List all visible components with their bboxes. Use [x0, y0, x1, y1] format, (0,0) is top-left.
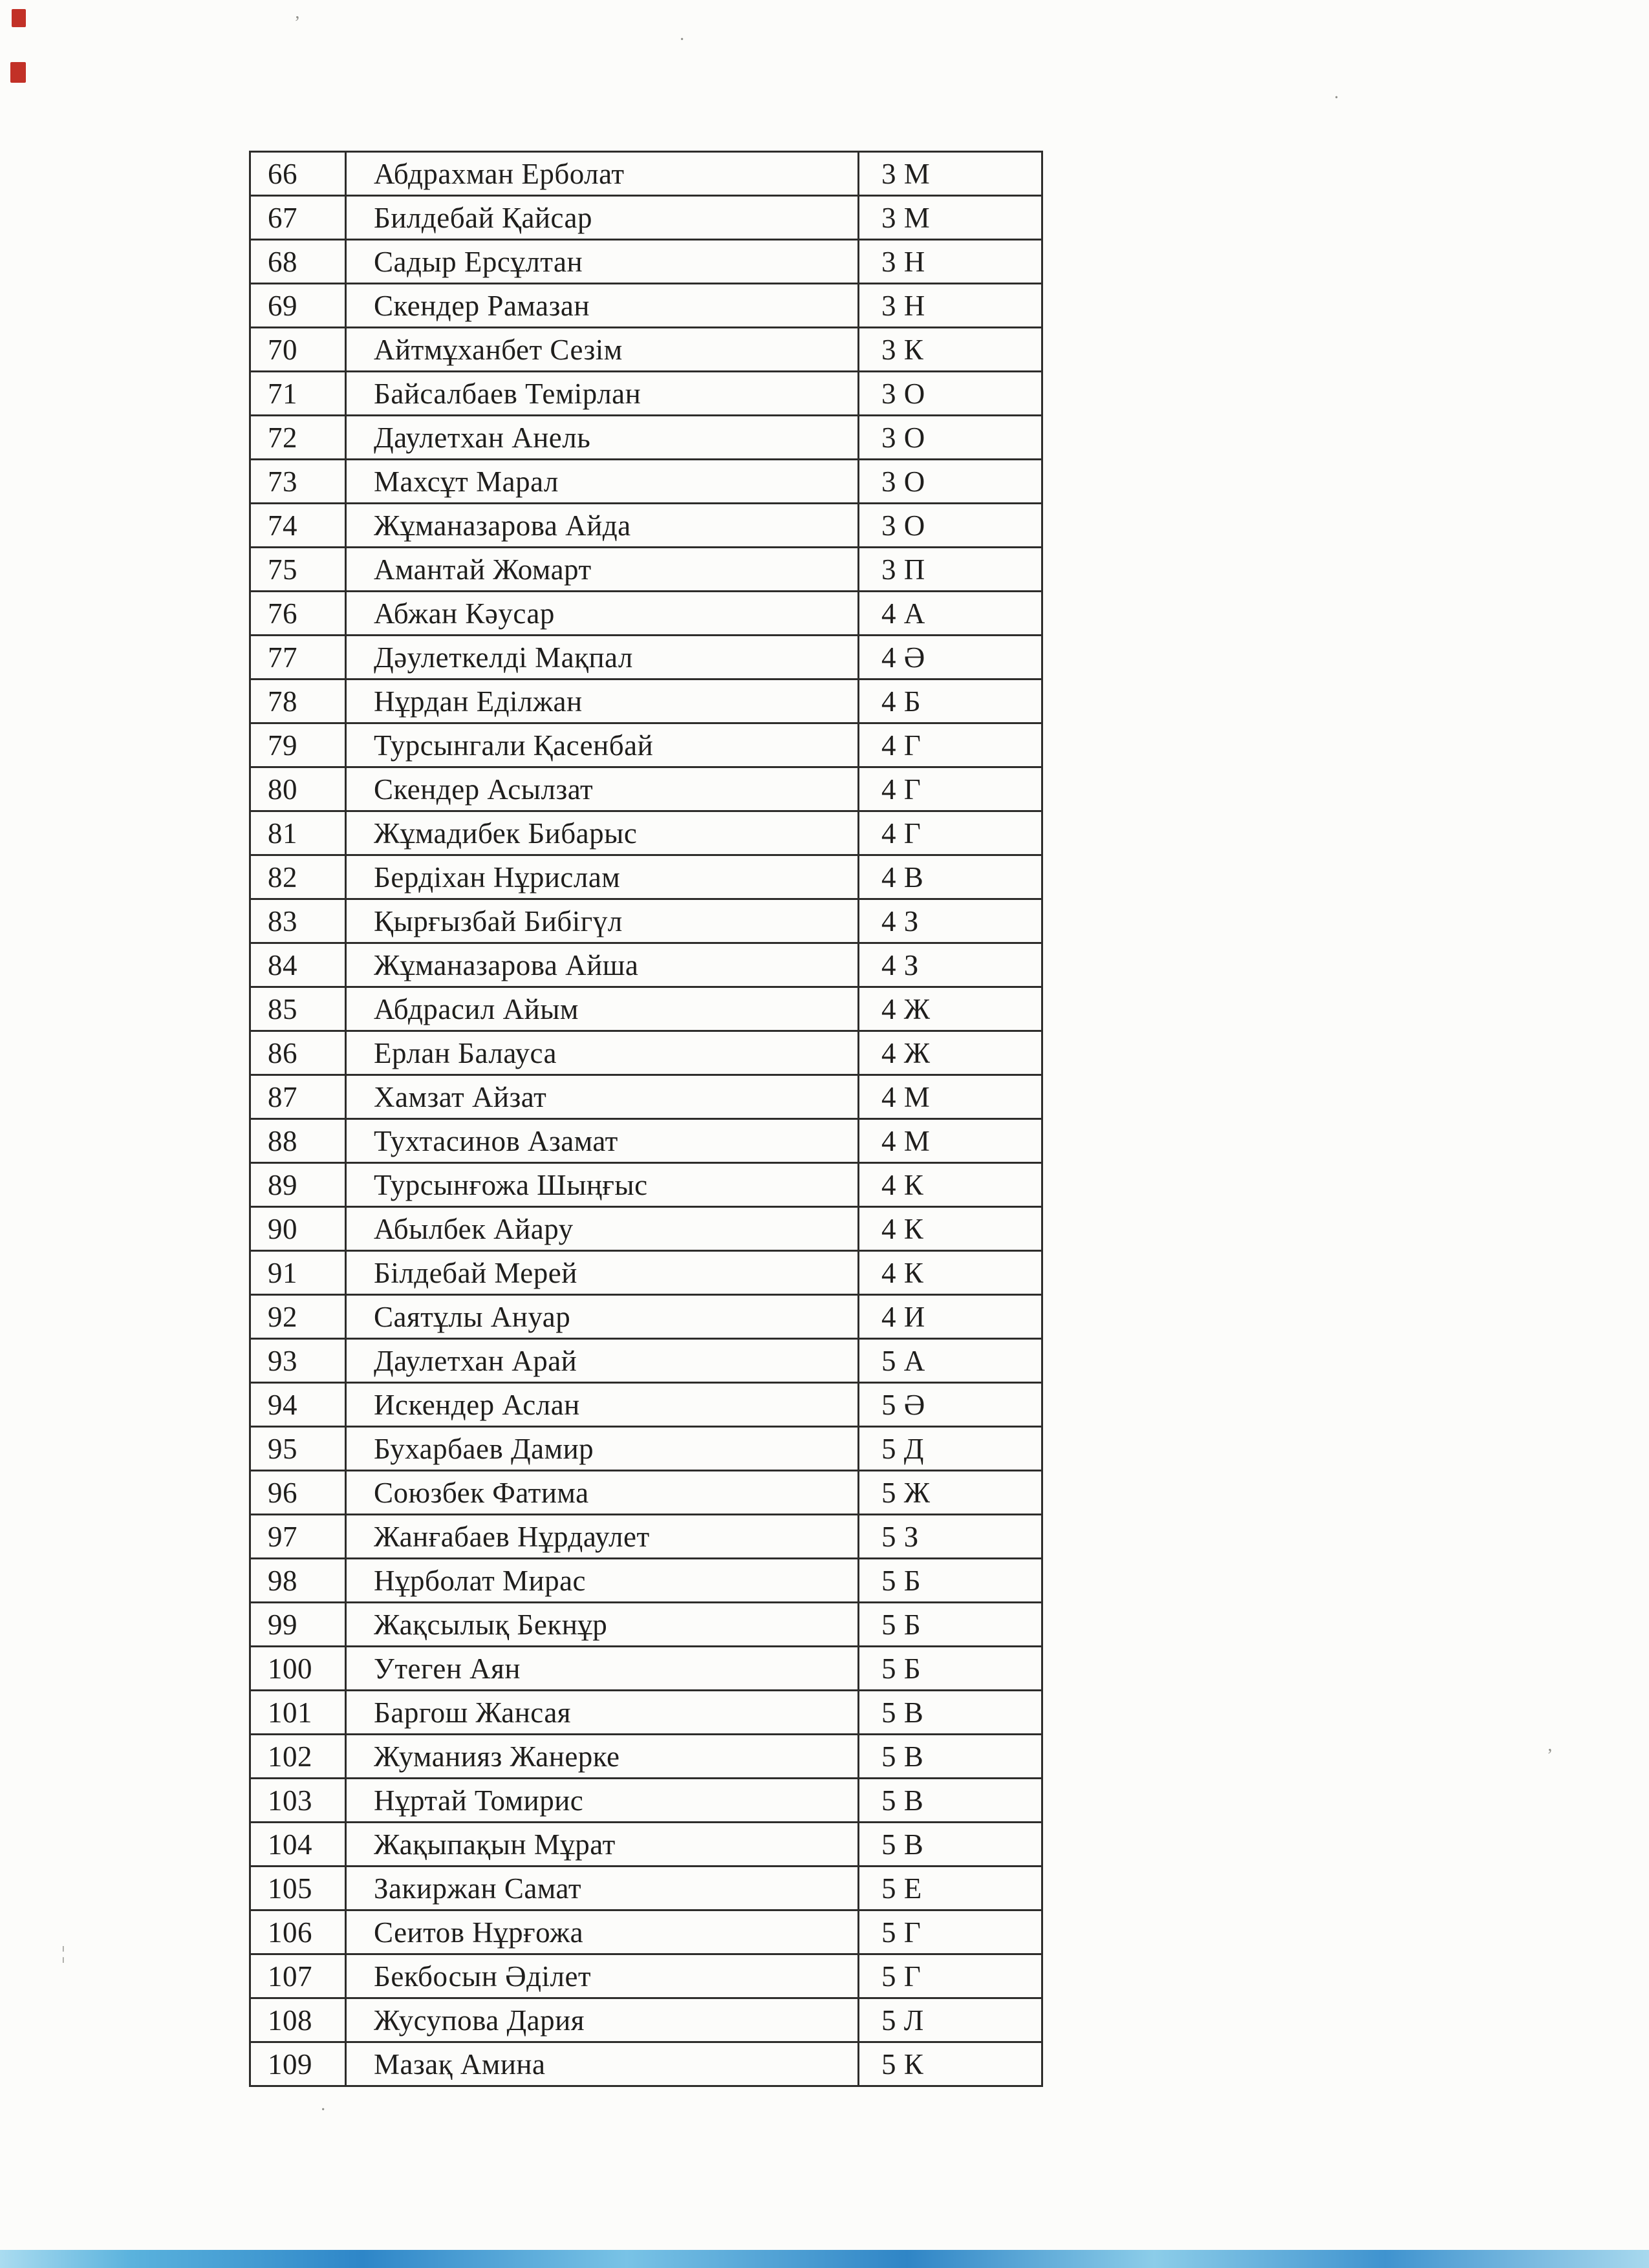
- table-row: [250, 1383, 1042, 1427]
- cell-name: Қырғызбай Бибігүл: [346, 899, 859, 943]
- cell-class: 4 Б: [859, 679, 1042, 723]
- cell-name: Саятұлы Ануар: [346, 1295, 859, 1339]
- table-row: [250, 1823, 1042, 1867]
- table-row: [250, 1603, 1042, 1647]
- cell-class: 3 Н: [859, 240, 1042, 284]
- cell-name: Амантай Жомарт: [346, 548, 859, 592]
- table-row: [250, 1031, 1042, 1075]
- cell-number: 67: [250, 196, 346, 240]
- cell-number: 83: [250, 899, 346, 943]
- cell-class: 5 В: [859, 1735, 1042, 1779]
- cell-class: 4 И: [859, 1295, 1042, 1339]
- table-row: [250, 1998, 1042, 2042]
- cell-number: 93: [250, 1339, 346, 1383]
- cell-number: 88: [250, 1119, 346, 1163]
- cell-name: Абдрасил Айым: [346, 987, 859, 1031]
- table-row: [250, 548, 1042, 592]
- scan-speck: ’: [294, 13, 301, 33]
- table-row: [250, 328, 1042, 372]
- cell-name: Даулетхан Арай: [346, 1339, 859, 1383]
- cell-number: 71: [250, 372, 346, 416]
- cell-number: 75: [250, 548, 346, 592]
- table-row: [250, 1163, 1042, 1207]
- table-row: [250, 1647, 1042, 1691]
- table-row: [250, 2042, 1042, 2086]
- cell-name: Турсынғожа Шыңғыс: [346, 1163, 859, 1207]
- cell-name: Мазақ Амина: [346, 2042, 859, 2086]
- cell-class: 5 Б: [859, 1647, 1042, 1691]
- cell-number: 85: [250, 987, 346, 1031]
- cell-number: 79: [250, 723, 346, 767]
- cell-number: 73: [250, 460, 346, 504]
- cell-class: 4 Ж: [859, 1031, 1042, 1075]
- table-row: [250, 1427, 1042, 1471]
- cell-class: 4 Г: [859, 767, 1042, 811]
- table-row: [250, 1779, 1042, 1823]
- cell-class: 5 Л: [859, 1998, 1042, 2042]
- cell-class: 4 Г: [859, 811, 1042, 855]
- table-row: [250, 196, 1042, 240]
- cell-name: Бекбосын Әділет: [346, 1954, 859, 1998]
- table-row: [250, 152, 1042, 196]
- cell-class: 5 В: [859, 1823, 1042, 1867]
- scan-speck: ·: [1333, 88, 1340, 108]
- cell-name: Нұрдан Еділжан: [346, 679, 859, 723]
- cell-number: 96: [250, 1471, 346, 1515]
- cell-number: 89: [250, 1163, 346, 1207]
- cell-class: 5 В: [859, 1691, 1042, 1735]
- cell-class: 5 Ә: [859, 1383, 1042, 1427]
- cell-number: 106: [250, 1910, 346, 1954]
- cell-name: Турсынгали Қасенбай: [346, 723, 859, 767]
- cell-name: Абылбек Айару: [346, 1207, 859, 1251]
- cell-class: 5 Е: [859, 1867, 1042, 1910]
- cell-number: 99: [250, 1603, 346, 1647]
- cell-class: 4 З: [859, 899, 1042, 943]
- table-row: [250, 1867, 1042, 1910]
- table-row: [250, 504, 1042, 548]
- table-row: [250, 1207, 1042, 1251]
- cell-class: 5 Г: [859, 1910, 1042, 1954]
- cell-name: Баргош Жансая: [346, 1691, 859, 1735]
- cell-name: Білдебай Мерей: [346, 1251, 859, 1295]
- cell-class: 4 М: [859, 1119, 1042, 1163]
- table-row: [250, 1339, 1042, 1383]
- cell-class: 3 К: [859, 328, 1042, 372]
- table-row: [250, 899, 1042, 943]
- cell-name: Ерлан Балауса: [346, 1031, 859, 1075]
- cell-class: 5 Д: [859, 1427, 1042, 1471]
- cell-class: 4 К: [859, 1251, 1042, 1295]
- cell-number: 94: [250, 1383, 346, 1427]
- scan-speck: ’: [1547, 1746, 1553, 1766]
- cell-number: 77: [250, 636, 346, 679]
- cell-class: 5 А: [859, 1339, 1042, 1383]
- cell-class: 4 М: [859, 1075, 1042, 1119]
- cell-class: 4 К: [859, 1207, 1042, 1251]
- table-row: [250, 811, 1042, 855]
- cell-class: 3 Н: [859, 284, 1042, 328]
- table-row: [250, 987, 1042, 1031]
- cell-number: 86: [250, 1031, 346, 1075]
- cell-number: 103: [250, 1779, 346, 1823]
- cell-class: 3 О: [859, 460, 1042, 504]
- table-row: [250, 1295, 1042, 1339]
- cell-name: Жуманияз Жанерке: [346, 1735, 859, 1779]
- cell-number: 82: [250, 855, 346, 899]
- cell-number: 87: [250, 1075, 346, 1119]
- cell-class: 5 Г: [859, 1954, 1042, 1998]
- cell-name: Хамзат Айзат: [346, 1075, 859, 1119]
- cell-name: Билдебай Қайсар: [346, 196, 859, 240]
- cell-name: Бухарбаев Дамир: [346, 1427, 859, 1471]
- cell-class: 5 Б: [859, 1559, 1042, 1603]
- cell-number: 70: [250, 328, 346, 372]
- cell-name: Закиржан Самат: [346, 1867, 859, 1910]
- scan-artifact-red-mark: [10, 62, 26, 83]
- cell-number: 109: [250, 2042, 346, 2086]
- cell-number: 107: [250, 1954, 346, 1998]
- table-row: [250, 1251, 1042, 1295]
- table-row: [250, 723, 1042, 767]
- cell-number: 66: [250, 152, 346, 196]
- cell-name: Айтмұханбет Сезім: [346, 328, 859, 372]
- cell-class: 4 З: [859, 943, 1042, 987]
- cell-name: Махсұт Марал: [346, 460, 859, 504]
- cell-name: Дәулеткелді Мақпал: [346, 636, 859, 679]
- cell-name: Жақыпақын Мұрат: [346, 1823, 859, 1867]
- cell-number: 76: [250, 592, 346, 636]
- table-row: [250, 240, 1042, 284]
- table-row: [250, 1119, 1042, 1163]
- cell-name: Скендер Асылзат: [346, 767, 859, 811]
- cell-number: 101: [250, 1691, 346, 1735]
- cell-number: 105: [250, 1867, 346, 1910]
- table-row: [250, 1954, 1042, 1998]
- cell-number: 74: [250, 504, 346, 548]
- cell-class: 3 П: [859, 548, 1042, 592]
- cell-class: 4 В: [859, 855, 1042, 899]
- cell-name: Скендер Рамазан: [346, 284, 859, 328]
- cell-number: 108: [250, 1998, 346, 2042]
- cell-name: Абдрахман Ерболат: [346, 152, 859, 196]
- cell-number: 95: [250, 1427, 346, 1471]
- cell-number: 102: [250, 1735, 346, 1779]
- cell-number: 104: [250, 1823, 346, 1867]
- cell-name: Тухтасинов Азамат: [346, 1119, 859, 1163]
- scan-speck: ¦: [61, 1943, 65, 1963]
- table-row: [250, 1559, 1042, 1603]
- cell-number: 91: [250, 1251, 346, 1295]
- cell-class: 5 Б: [859, 1603, 1042, 1647]
- cell-number: 80: [250, 767, 346, 811]
- cell-class: 4 К: [859, 1163, 1042, 1207]
- cell-number: 100: [250, 1647, 346, 1691]
- table-row: [250, 679, 1042, 723]
- cell-name: Бердіхан Нұрислам: [346, 855, 859, 899]
- cell-name: Жақсылық Бекнұр: [346, 1603, 859, 1647]
- cell-name: Искендер Аслан: [346, 1383, 859, 1427]
- table-row: [250, 767, 1042, 811]
- cell-number: 98: [250, 1559, 346, 1603]
- scan-speck: ·: [679, 30, 685, 50]
- cell-name: Жұмадибек Бибарыс: [346, 811, 859, 855]
- cell-number: 90: [250, 1207, 346, 1251]
- cell-name: Нұртай Томирис: [346, 1779, 859, 1823]
- cell-class: 5 В: [859, 1779, 1042, 1823]
- cell-class: 4 А: [859, 592, 1042, 636]
- scan-edge-blue-strip: [0, 2250, 1649, 2268]
- table-row: [250, 1075, 1042, 1119]
- table-row: [250, 943, 1042, 987]
- cell-class: 3 М: [859, 196, 1042, 240]
- cell-class: 3 О: [859, 504, 1042, 548]
- cell-name: Союзбек Фатима: [346, 1471, 859, 1515]
- cell-class: 5 З: [859, 1515, 1042, 1559]
- scan-artifact-red-mark: [12, 9, 26, 27]
- table-row: [250, 1471, 1042, 1515]
- cell-number: 92: [250, 1295, 346, 1339]
- cell-name: Байсалбаев Темірлан: [346, 372, 859, 416]
- table-row: [250, 592, 1042, 636]
- cell-class: 4 Г: [859, 723, 1042, 767]
- scan-speck: ·: [320, 2100, 327, 2120]
- cell-number: 81: [250, 811, 346, 855]
- cell-name: Садыр Ерсұлтан: [346, 240, 859, 284]
- table-row: [250, 636, 1042, 679]
- cell-name: Утеген Аян: [346, 1647, 859, 1691]
- table-row: [250, 1691, 1042, 1735]
- cell-name: Жанғабаев Нұрдаулет: [346, 1515, 859, 1559]
- cell-name: Нұрболат Мирас: [346, 1559, 859, 1603]
- cell-name: Даулетхан Анель: [346, 416, 859, 460]
- cell-number: 84: [250, 943, 346, 987]
- cell-number: 97: [250, 1515, 346, 1559]
- table-row: [250, 372, 1042, 416]
- table-row: [250, 1515, 1042, 1559]
- student-list-table: [249, 151, 1043, 2087]
- table-row: [250, 460, 1042, 504]
- cell-class: 4 Ә: [859, 636, 1042, 679]
- table-row: [250, 1910, 1042, 1954]
- cell-number: 68: [250, 240, 346, 284]
- cell-number: 69: [250, 284, 346, 328]
- cell-class: 5 Ж: [859, 1471, 1042, 1515]
- student-table-body: [250, 152, 1042, 2086]
- table-row: [250, 284, 1042, 328]
- cell-class: 3 М: [859, 152, 1042, 196]
- cell-name: Сеитов Нұрғожа: [346, 1910, 859, 1954]
- cell-class: 4 Ж: [859, 987, 1042, 1031]
- table-row: [250, 416, 1042, 460]
- table-row: [250, 1735, 1042, 1779]
- cell-number: 72: [250, 416, 346, 460]
- cell-class: 3 О: [859, 416, 1042, 460]
- cell-class: 5 К: [859, 2042, 1042, 2086]
- cell-name: Жусупова Дария: [346, 1998, 859, 2042]
- cell-name: Жұманазарова Айша: [346, 943, 859, 987]
- cell-class: 3 О: [859, 372, 1042, 416]
- table-row: [250, 855, 1042, 899]
- cell-number: 78: [250, 679, 346, 723]
- cell-name: Абжан Кәусар: [346, 592, 859, 636]
- cell-name: Жұманазарова Айда: [346, 504, 859, 548]
